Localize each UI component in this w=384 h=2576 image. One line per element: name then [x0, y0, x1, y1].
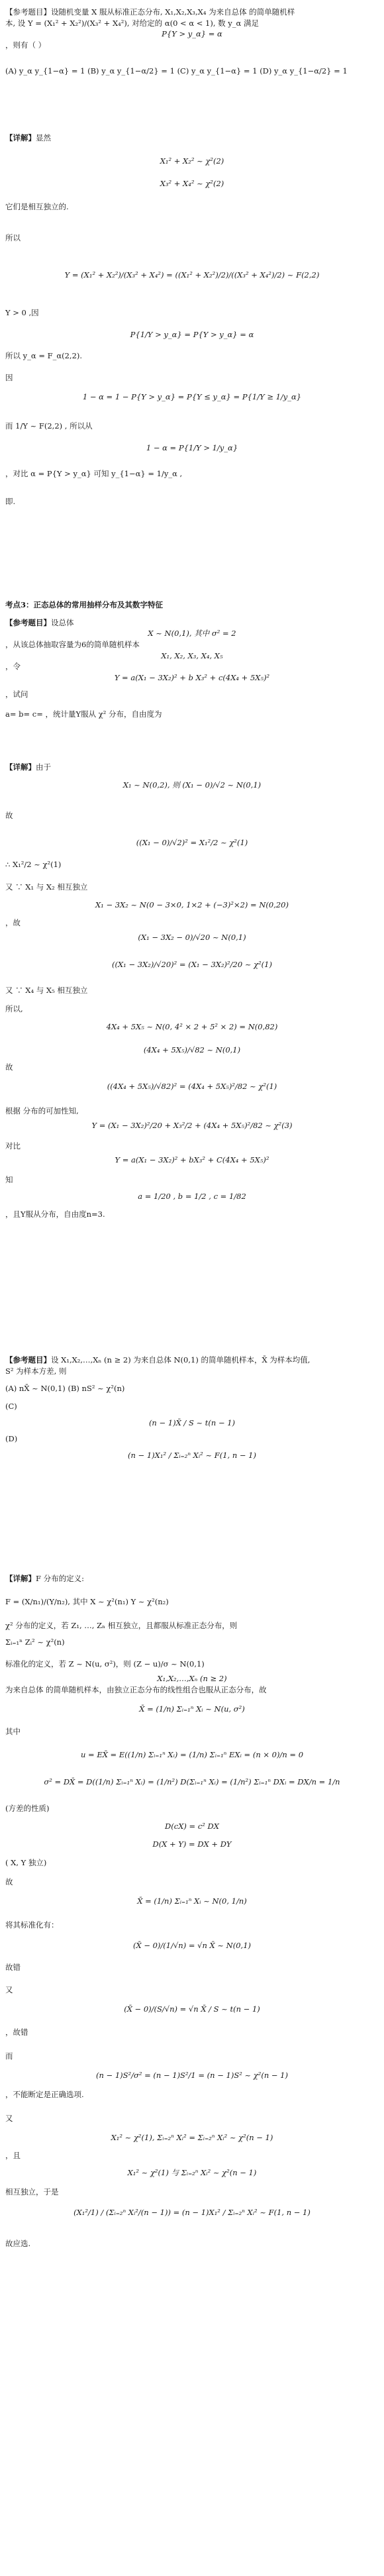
problem-1-options: (A) y_α y_{1−α} = 1 (B) y_α y_{1−α/2} = 1 (C) y_α y_{1−α} = 1 (D) y_α y_{1−α/2} = 1: [5, 66, 348, 76]
detail-3-eq-8: (X̄ − 0)/(1/√n) = √n X̄ ~ N(0,1): [133, 1941, 251, 1951]
problem-1-line-4: ，则有（ ）: [5, 40, 46, 50]
section-2-line: ，令: [5, 662, 21, 672]
detail-2-eq-9: Y = (X₁ − 3X₂)²/20 + X₃²/2 + (4X₄ + 5X₅)²/82 ~ χ²(3): [91, 1121, 293, 1131]
detail-1-line: 显然: [36, 133, 51, 142]
detail-1-eq-1: X₁² + X₂² ~ χ²(2): [160, 156, 224, 166]
detail-3-line: 其中: [5, 1727, 21, 1737]
detail-3: [0, 1573, 384, 2249]
detail-2-line: 又 ∵ X₄ 与 X₅ 相互独立: [5, 985, 88, 995]
section-3-options: (A) nX̄ ~ N(0,1) (B) nS² ~ χ²(n): [5, 1384, 125, 1394]
detail-3-line: 又: [5, 2114, 13, 2124]
detail-1-eq-2: X₃² + X₄² ~ χ²(2): [160, 179, 224, 189]
detail-1-header: 【详解】: [5, 133, 36, 142]
detail-2-eq-6: 4X₄ + 5X₅ ~ N(0, 4² × 2 + 5² × 2) = N(0,82): [106, 1022, 278, 1032]
section-2-eq-3: Y = a(X₁ − 3X₂)² + b X₃² + c(4X₄ + 5X₅)²: [114, 673, 270, 683]
detail-1-line: 因: [5, 373, 13, 383]
detail-3-eq-4: σ² = DX̄ = D((1/n) Σᵢ₌₁ⁿ Xᵢ) = (1/n²) D(Σᵢ₌₁ⁿ Xᵢ) = (1/n²) Σᵢ₌₁ⁿ DXᵢ = DX/n = 1/n: [44, 1777, 340, 1786]
detail-3-line: ，故错: [5, 2027, 28, 2037]
problem-1: [0, 7, 384, 76]
detail-1-line: Y > 0 ,因: [5, 308, 39, 318]
section-3-header: 【参考题目】: [5, 1355, 51, 1365]
detail-2-eq-1: X₁ ~ N(0,2), 则 (X₁ − 0)/√2 ~ N(0,1): [122, 780, 262, 790]
detail-1-line: 它们是相互独立的.: [5, 202, 69, 212]
detail-2-eq-11: a = 1/20 , b = 1/2 , c = 1/82: [138, 1192, 246, 1202]
section-2-eq-1: X ~ N(0,1), 其中 σ² = 2: [148, 629, 236, 639]
section-2: [0, 599, 384, 720]
detail-3-eq-7: X̄ = (1/n) Σᵢ₌₁ⁿ Xᵢ ~ N(0, 1/n): [137, 1896, 247, 1906]
detail-3-eq-2: X̄ = (1/n) Σᵢ₌₁ⁿ Xᵢ ~ N(u, σ²): [139, 1704, 245, 1714]
detail-3-eq-9: (X̄ − 0)/(S/√n) = √n X̄ / S ~ t(n − 1): [124, 2004, 260, 2014]
problem-1-line-2: 本, 设 Y = (X₁² + X₂²)/(X₃² + X₄²), 对给定的 α(0 < α < 1), 数 y_α 满足: [5, 18, 259, 28]
detail-2-line: ∴ X₁²/2 ~ χ²(1): [5, 859, 62, 869]
section-2-header: 【参考题目】: [5, 617, 51, 627]
detail-2-line: ，故: [5, 917, 21, 927]
detail-3-line: 为来自总体 的简单随机样本，由独立正态分布的线性组合也服从正态分布，故: [5, 1685, 267, 1695]
detail-3-eq-5: D(cX) = c² DX: [165, 1822, 219, 1831]
detail-2-line: 知: [5, 1175, 13, 1185]
section-3-eq-1: (n − 1)X̄ / S ~ t(n − 1): [148, 1417, 236, 1427]
detail-3-line: 故: [5, 1877, 13, 1887]
detail-2-eq-2: ((X₁ − 0)/√2)² = X₁²/2 ~ χ²(1): [136, 838, 248, 848]
section-3-line: (D): [5, 1434, 18, 1444]
detail-2-line: 对比: [5, 1141, 21, 1151]
detail-2-eq-10: Y = a(X₁ − 3X₂)² + bX₃² + C(4X₄ + 5X₅)²: [115, 1155, 269, 1164]
detail-1: [0, 132, 384, 507]
detail-3-line: F = (X/n₁)/(Y/n₂), 其中 X ~ χ²(n₁) Y ~ χ²(n₂): [5, 1596, 169, 1606]
section-3-eq-2: (n − 1)X₁² / Σᵢ₌₂ⁿ Xᵢ² ~ F(1, n − 1): [128, 1451, 256, 1461]
detail-3-line: 又: [5, 1985, 13, 1995]
detail-3-eq-6: D(X + Y) = DX + DY: [152, 1839, 232, 1849]
detail-3-line: 将其标准化有：: [5, 1920, 59, 1930]
detail-2-eq-7: (4X₄ + 5X₅)/√82 ~ N(0,1): [143, 1045, 241, 1055]
detail-3-line: F 分布的定义:: [36, 1574, 85, 1583]
detail-2-line: 故: [5, 1062, 13, 1072]
detail-1-eq-3: Y = (X₁² + X₂²)/(X₃² + X₄²) = ((X₁² + X₂²)/2)/((X₃² + X₄²)/2) ~ F(2,2): [64, 270, 320, 280]
section-2-line: ，从该总体抽取容量为6的简单随机样本: [5, 640, 140, 650]
problem-1-line-1: 【参考题目】设随机变量 X 服从标准正态分布, X₁,X₂,X₃,X₄ 为来自总体 的简单随机样: [5, 7, 295, 17]
detail-3-line: 而: [5, 2051, 13, 2061]
detail-1-eq-6: 1 − α = P{1/Y > 1/y_α}: [146, 443, 238, 453]
section-2-title: 考点3：正态总体的常用抽样分布及其数字特征: [5, 600, 163, 609]
detail-2-eq-3: X₁ − 3X₂ ~ N(0 − 3×0, 1×2 + (−3)²×2) = N(0,20): [95, 900, 289, 910]
detail-1-eq-4: P{1/Y > y_α} = P{Y > y_α} = α: [130, 329, 254, 339]
detail-3-line: ，不能断定是正确选项.: [5, 2089, 84, 2099]
detail-1-line: 所以: [5, 232, 21, 242]
detail-3-eq-3: u = EX̄ = E((1/n) Σᵢ₌₁ⁿ Xᵢ) = (1/n) Σᵢ₌₁ⁿ EXᵢ = (n × 0)/n = 0: [80, 1750, 304, 1760]
detail-1-eq-5: 1 − α = 1 − P{Y > y_α} = P{Y ≤ y_α} = P{1/Y ≥ 1/y_α}: [82, 391, 302, 401]
section-3-line: 设 X₁,X₂,…,Xₙ (n ≥ 2) 为来自总体 N(0,1) 的简单随机样本，X̄ 为样本均值,: [51, 1355, 311, 1365]
detail-2-header: 【详解】: [5, 762, 36, 772]
detail-3-line: ( X, Y 独立): [5, 1858, 47, 1868]
detail-3-eq-10: (n − 1)S²/σ² = (n − 1)S²/1 = (n − 1)S² ~ χ²(n − 1): [96, 2071, 288, 2081]
detail-1-line: ，对比 α = P{Y > y_α} 可知 y_{1−α} = 1/y_α ,: [5, 468, 183, 478]
section-2-line: a= b= c= ，统计量Y服从 χ² 分布，自由度为: [5, 709, 162, 719]
detail-2-line: 所以,: [5, 1004, 23, 1014]
detail-2-line: ，且Y服从分布，自由度n=3.: [5, 1209, 105, 1219]
section-3: [0, 1355, 384, 1461]
section-2-line: 设总体: [51, 617, 74, 627]
section-3-line: (C): [5, 1402, 17, 1412]
detail-3-line: 相互独立，于是: [5, 2187, 59, 2197]
detail-3-line: 故错: [5, 1962, 21, 1972]
detail-2-line: 由于: [36, 762, 51, 772]
detail-3-line: 标准化的定义，若 Z ~ N(u, σ²)，则 (Z − u)/σ ~ N(0,1): [5, 1659, 205, 1669]
detail-2: [0, 762, 384, 1219]
detail-1-line: 即.: [5, 497, 16, 507]
detail-3-line: ，且: [5, 2150, 21, 2160]
detail-3-header: 【详解】: [5, 1574, 36, 1583]
detail-1-line: 而 1/Y ~ F(2,2) , 所以从: [5, 421, 93, 431]
detail-3-eq-12: X₁² ~ χ²(1) 与 Σᵢ₌₂ⁿ Xᵢ² ~ χ²(n − 1): [127, 2168, 257, 2178]
problem-1-eq: P{Y > y_α} = α: [162, 29, 222, 39]
detail-2-eq-4: (X₁ − 3X₂ − 0)/√20 ~ N(0,1): [138, 933, 246, 943]
detail-2-line: 故: [5, 811, 13, 821]
detail-3-line: (方差的性质): [5, 1804, 50, 1814]
detail-2-eq-5: ((X₁ − 3X₂)/√20)² = (X₁ − 3X₂)²/20 ~ χ²(1): [112, 960, 272, 970]
section-2-line: ，试问: [5, 689, 28, 699]
detail-1-line: 所以 y_α = F_α(2,2).: [5, 351, 83, 361]
detail-2-line: 又 ∵ X₁ 与 X₂ 相互独立: [5, 882, 88, 892]
section-3-line: S² 为样本方差, 则: [5, 1366, 67, 1376]
section-2-eq-2: X₁, X₂, X₃, X₄, X₅: [161, 650, 223, 660]
detail-3-eq-1: X₁,X₂,…,Xₙ (n ≥ 2): [157, 1674, 227, 1684]
detail-2-eq-8: ((4X₄ + 5X₅)/√82)² = (4X₄ + 5X₅)²/82 ~ χ²(1): [107, 1082, 277, 1092]
detail-2-line: 根据 分布的可加性知,: [5, 1106, 79, 1115]
detail-3-eq-11: X₁² ~ χ²(1), Σᵢ₌₂ⁿ Xᵢ² = Σᵢ₌₂ⁿ Xᵢ² ~ χ²(n − 1): [111, 2133, 273, 2143]
detail-3-line: χ² 分布的定义，若 Z₁, …, Zₙ 相互独立，且都服从标准正态分布，则: [5, 1621, 238, 1631]
detail-3-line: Σᵢ₌₁ⁿ Zᵢ² ~ χ²(n): [5, 1637, 65, 1647]
detail-3-eq-13: (X₁²/1) / (Σᵢ₌₂ⁿ Xᵢ²/(n − 1)) = (n − 1)X₁² / Σᵢ₌₂ⁿ Xᵢ² ~ F(1, n − 1): [73, 2207, 311, 2217]
detail-3-line: 故应选.: [5, 2238, 31, 2248]
